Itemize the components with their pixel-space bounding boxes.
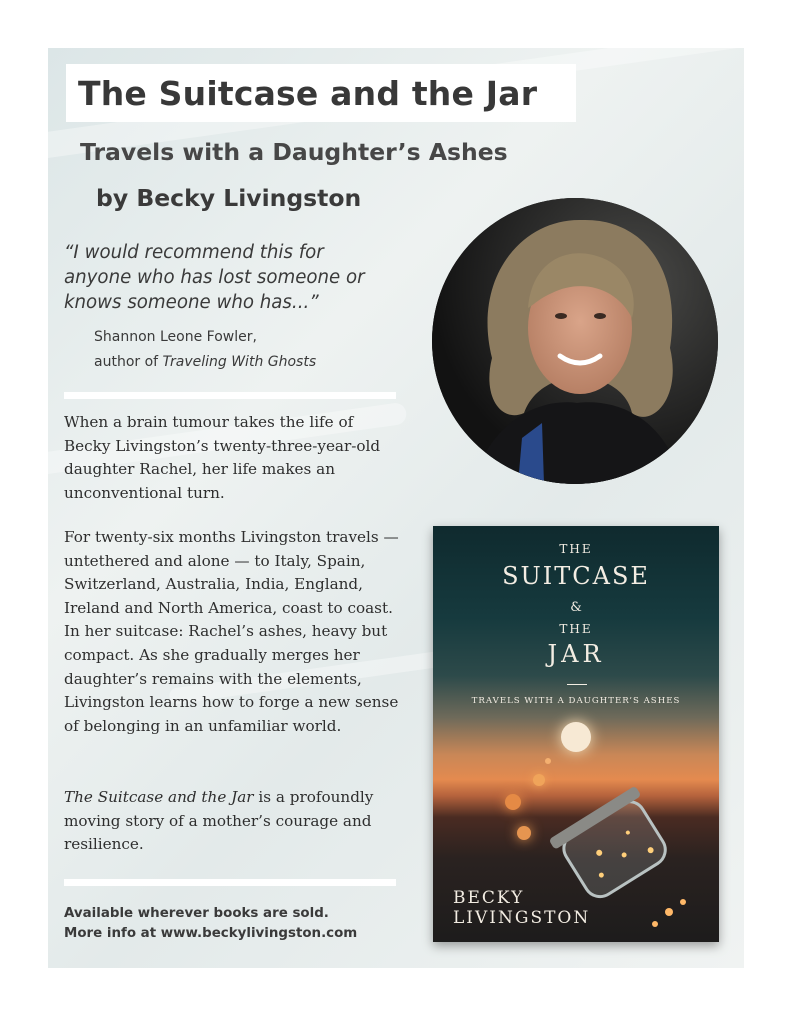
cover-the-2: THE	[559, 622, 593, 636]
divider-top	[64, 392, 396, 399]
description-paragraph-3: The Suitcase and the Jar is a profoundly moving story of a mother’s courage and resilience.	[64, 788, 374, 854]
cover-the-1: THE	[559, 542, 593, 556]
book-subtitle: Travels with a Daughter’s Ashes	[80, 138, 508, 166]
quote-attribution-name: Shannon Leone Fowler,	[94, 329, 257, 345]
quote-attribution-work: author of Traveling With Ghosts	[94, 354, 317, 370]
review-quote: “I would recommend this for anyone who has lost someone or knows someone who has...”	[64, 242, 365, 313]
flyer-panel	[48, 48, 744, 968]
cover-ampersand: &	[570, 600, 582, 615]
description-paragraph-2: For twenty-six months Livingston travels — untethered and alone — to Italy, Spain, Switzerland, Australia, India, England, Ireland and North America, coast to coast. In her suitcase: Rachel’s ashes, heavy but compact. As she gradually merges her daughter’s remains with the elements, Livingston learns how to forge a new sense of belonging in an unfamiliar world.	[64, 528, 399, 735]
cover-author-last: LIVINGSTON	[453, 908, 591, 928]
availability-info: Available wherever books are sold. More info at www.beckylivingston.com	[64, 906, 358, 941]
description-paragraph-1: When a brain tumour takes the life of Becky Livingston’s twenty-three-year-old daughter Rachel, her life makes an unconventional turn.	[64, 413, 381, 502]
cover-author-first: BECKY	[453, 888, 525, 908]
author-byline: by Becky Livingston	[96, 184, 362, 212]
cover-title-suitcase: SUITCASE	[502, 562, 650, 590]
cover-title-jar: JAR	[547, 640, 605, 668]
page-title: The Suitcase and the Jar	[78, 74, 538, 113]
cover-divider	[567, 684, 587, 685]
book-cover	[433, 526, 719, 942]
cover-subtitle: TRAVELS WITH A DAUGHTER’S ASHES	[471, 696, 681, 706]
divider-bottom	[64, 879, 396, 886]
author-photo	[432, 198, 718, 484]
